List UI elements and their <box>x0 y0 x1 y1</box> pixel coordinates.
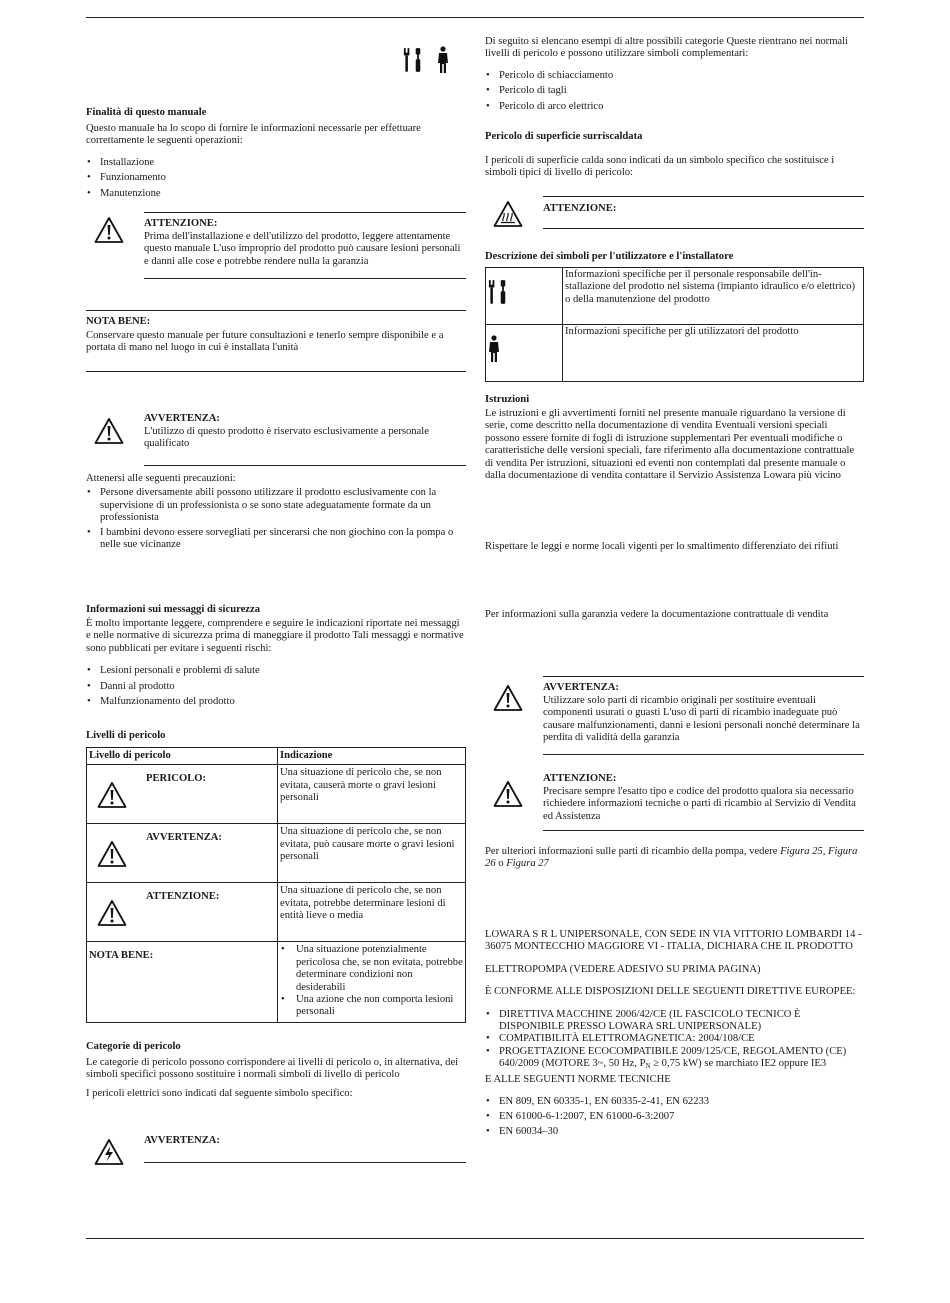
list-item: • Pericolo di schiacciamento <box>485 68 864 84</box>
list-item: • Lesioni personali e problemi di salute <box>86 663 466 679</box>
warning-triangle-icon <box>493 780 523 808</box>
list-item: • Persone diversamente abili possono utilizzare il prodotto esclusivamente con la supervisione di un professionista o se sono state adeguatamente formate da un professionista <box>86 487 466 524</box>
hot-surface-text: I pericoli di superficie calda sono indicati da un simbolo specifico che sostituisce i simboli tipici di livello di pericolo: <box>485 155 835 179</box>
declaration-section <box>485 929 864 1139</box>
tools-icon <box>488 278 508 306</box>
purpose-title: Finalità di questo manuale <box>86 107 207 118</box>
declaration-company: LOWARA S R L UNIPERSONALE, CON SEDE IN VIA VITTORIO LOMBARDI 14 - 36075 MONTECCHIO MAGGIORE VI - ITALIA, DICHIARA CHE IL PRODOTTO <box>485 929 862 953</box>
table-row <box>87 942 466 1022</box>
safety-list <box>86 663 466 710</box>
tools-icon <box>403 46 423 74</box>
other-categories-section <box>485 36 864 114</box>
note-title: NOTA BENE: <box>86 316 151 327</box>
caution-text: Prima dell'installazione e dell'utilizzo del prodotto, leggere attentamente questo manuale L'uso improprio del prodotto può causare lesioni personali e danni alle cose e potrebbe rendere nulla la garanzia <box>144 231 461 267</box>
categories-title: Categorie di pericolo <box>86 1041 181 1052</box>
other-categories-list <box>485 68 864 115</box>
safety-text: È molto importante leggere, comprendere e seguire le indicazioni riportate nei messaggi e nelle normative di sicurezza prima di maneggiare il prodotto Tali messaggi e normative sono pubblicati per evitare i seguenti rischi: <box>86 618 464 654</box>
level-description: Una situazione di pericolo che, se non evitata, può causare morte o gravi lesioni personali <box>278 824 466 883</box>
instructions-title: Istruzioni <box>485 394 530 405</box>
safety-section <box>86 603 466 710</box>
caution-callout-2 <box>485 766 864 831</box>
table-row <box>486 325 864 382</box>
warning-title: AVVERTENZA: <box>144 1135 220 1146</box>
electric-text: I pericoli elettrici sono indicati dal seguente simbolo specifico: <box>86 1087 353 1099</box>
level-description: Una situazione di pericolo che, se non evitata, causerà morte o gravi lesioni personali <box>278 765 466 824</box>
electric-hazard-icon <box>94 1138 124 1166</box>
hot-surface-callout <box>485 196 864 229</box>
list-item: • EN 60034–30 <box>485 1124 864 1139</box>
symbols-table <box>485 267 864 382</box>
list-item: • Una azione che non comporta lesioni personali <box>280 994 463 1019</box>
precautions-list <box>86 487 466 551</box>
level-label: PERICOLO: <box>146 773 207 785</box>
eco-subscript: N <box>645 1062 651 1071</box>
column-header: Livello di pericolo <box>87 748 278 765</box>
list-item: • EN 61000-6-1:2007, EN 61000-6-3:2007 <box>485 1109 864 1124</box>
level-label: AVVERTENZA: <box>146 832 222 844</box>
note-box <box>86 310 466 372</box>
figure-27-ref[interactable]: Figura 27 <box>506 858 549 870</box>
hazard-levels-table <box>86 747 466 1023</box>
hot-surface-icon <box>493 200 523 228</box>
list-item: • Pericolo di arco elettrico <box>485 99 864 115</box>
separator: , <box>822 846 829 857</box>
list-item: • COMPATIBILITÀ ELETTROMAGNETICA: 2004/108/CE <box>485 1033 864 1045</box>
norms-title: E ALLE SEGUENTI NORME TECNICHE <box>485 1073 671 1085</box>
list-item: • DIRETTIVA MACCHINE 2006/42/CE (IL FASCICOLO TECNICO È DISPONIBILE PRESSO LOWARA SRL UNIPERSONALE) <box>485 1009 864 1034</box>
directives-list <box>485 1009 864 1073</box>
warning-text: L'utilizzo di questo prodotto è riservato esclusivamente a personale qualificato <box>144 426 429 450</box>
warning-callout-2 <box>485 676 864 755</box>
categories-section <box>86 1040 466 1100</box>
table-row <box>87 824 466 883</box>
list-item: • EN 809, EN 60335-1, EN 60335-2-41, EN 62233 <box>485 1094 864 1109</box>
electric-callout <box>86 1130 466 1163</box>
header-symbols <box>403 44 459 76</box>
bottom-rule <box>86 1238 864 1239</box>
symbol-description: Informazioni specifiche per il personale responsabile dell'installazione del prodotto nel sistema (impianto idraulico e/o elettrico) o della manutenzione del prodotto <box>563 268 864 325</box>
caution-title: ATTENZIONE: <box>144 218 218 229</box>
list-item: • Manutenzione <box>86 186 466 202</box>
warning-triangle-icon <box>94 417 124 445</box>
table-row <box>87 765 466 824</box>
purpose-section <box>86 106 466 201</box>
declaration-product: ELETTROPOMPA (VEDERE ADESIVO SU PRIMA PAGINA) <box>485 963 761 975</box>
level-description: Una situazione di pericolo che, se non evitata, potrebbe determinare lesioni di entità lieve o media <box>278 883 466 942</box>
level-label: NOTA BENE: <box>89 950 154 962</box>
hot-surface-title: Pericolo di superficie surriscaldata <box>485 131 643 142</box>
figure-26-ref[interactable]: Figura 26 <box>485 846 858 870</box>
list-item: • Malfunzionamento del prodotto <box>86 694 466 710</box>
instructions-section <box>485 393 864 482</box>
caution-title: ATTENZIONE: <box>543 773 617 784</box>
warning-title: AVVERTENZA: <box>144 413 220 424</box>
warning-title: AVVERTENZA: <box>543 682 619 693</box>
list-item: • Una situazione potenzialmente pericolosa che, se non evitata, potrebbe determinare condizioni non desiderabili <box>280 944 463 994</box>
warning-callout-1 <box>86 405 466 466</box>
instructions-text: Le istruzioni e gli avvertimenti forniti nel presente manuale riguardano la versione di serie, come descritto nella documentazione di vendita Eventuali versioni speciali possono essere fornite di fogli di istruzione supplementari Per eventuali modifiche o caratteristiche delle versioni speciali, fare riferimento alla documentazione contrattuale di vendita Per istruzioni, situazioni ed eventi non contemplati dal presente manuale o dalla documentazione di vendita contattare il Servizio Assistenza Lowara più vicino <box>485 408 855 482</box>
purpose-text: Questo manuale ha lo scopo di fornire le informazioni necessarie per effettuare correttamente le seguenti operazioni: <box>86 123 421 147</box>
list-item: • I bambini devono essere sorvegliati per sincerarsi che non giochino con la pompa o nelle sue vicinanze <box>86 527 466 552</box>
warranty-text: Per informazioni sulla garanzia vedere la documentazione contrattuale di vendita <box>485 609 829 620</box>
symbols-title: Descrizione dei simboli per l'utilizzatore e l'installatore <box>485 251 734 262</box>
level-label: ATTENZIONE: <box>146 891 220 903</box>
table-header-row <box>87 748 466 765</box>
warning-triangle-icon <box>94 216 124 244</box>
warning-text: Utilizzare solo parti di ricambio originali per sostituire eventuali componenti usurati o guasti L'uso di parti di ricambio inadeguate può causare malfunzionamenti, danni e lesioni personali nonché determinare la perdita di validità della garanzia <box>543 695 860 744</box>
eco-directive-text: PROGETTAZIONE ECOCOMPATIBILE 2009/125/CE, REGOLAMENTO (CE) 640/2009 (MOTORE 3~, 50 Hz, P <box>499 1045 847 1070</box>
purpose-list <box>86 155 466 202</box>
spare-parts-prefix: Per ulteriori informazioni sulle parti di ricambio della pompa, vedere <box>485 846 781 857</box>
warning-triangle-icon <box>97 840 127 868</box>
precautions-intro: Attenersi alle seguenti precauzioni: <box>86 473 236 484</box>
safety-title: Informazioni sui messaggi di sicurezza <box>86 604 261 615</box>
table-row <box>486 268 864 325</box>
declaration-conformity: È CONFORME ALLE DISPOSIZIONI DELLE SEGUENTI DIRETTIVE EUROPEE: <box>485 986 856 998</box>
caution-callout-1 <box>86 212 466 279</box>
figure-25-ref[interactable]: Figura 25 <box>780 846 823 857</box>
person-icon <box>437 46 449 74</box>
symbol-description: Informazioni specifiche per gli utilizzatori del prodotto <box>563 325 864 382</box>
spare-parts-text <box>485 846 864 871</box>
categories-text: Le categorie di pericolo possono corrispondere ai livelli di pericolo o, in alternativa, dei simboli specifici possono sostituire i normali simboli di livello di pericolo <box>86 1057 459 1081</box>
warning-triangle-icon <box>97 899 127 927</box>
hot-surface-section <box>485 130 864 180</box>
list-item <box>485 1046 864 1073</box>
warning-triangle-icon <box>97 781 127 809</box>
caution-title: ATTENZIONE: <box>543 203 617 214</box>
note-text: Conservare questo manuale per future consultazioni e tenerlo sempre disponibile e a portata di mano nel luogo in cui è installata l'unità <box>86 330 444 354</box>
note-meaning-list <box>280 944 463 1018</box>
separator: o <box>495 858 507 870</box>
list-item: • Installazione <box>86 155 466 171</box>
warning-triangle-icon <box>493 684 523 712</box>
top-rule <box>86 17 864 18</box>
list-item: • Pericolo di tagli <box>485 83 864 99</box>
list-item: • Danni al prodotto <box>86 679 466 695</box>
caution-text: Precisare sempre l'esatto tipo e codice del prodotto qualora sia necessario richiedere informazioni tecniche o parti di ricambio al Servizio di Vendita ed Assistenza <box>543 786 856 822</box>
person-icon <box>488 335 500 363</box>
norms-list <box>485 1094 864 1139</box>
levels-title: Livelli di pericolo <box>86 730 166 741</box>
disposal-text: Rispettare le leggi e norme locali vigenti per lo smaltimento differenziato dei rifiuti <box>485 541 839 552</box>
other-categories-text: Di seguito si elencano esempi di altre possibili categorie Queste rientrano nei normali livelli di pericolo e possono utilizzare simboli complementari: <box>485 36 849 60</box>
list-item: • Funzionamento <box>86 170 466 186</box>
table-row <box>87 883 466 942</box>
eco-directive-text: ≥ 0,75 kW) se marchiato IE2 oppure IE3 <box>650 1058 827 1070</box>
column-header: Indicazione <box>278 748 466 765</box>
precautions-section <box>86 473 466 551</box>
